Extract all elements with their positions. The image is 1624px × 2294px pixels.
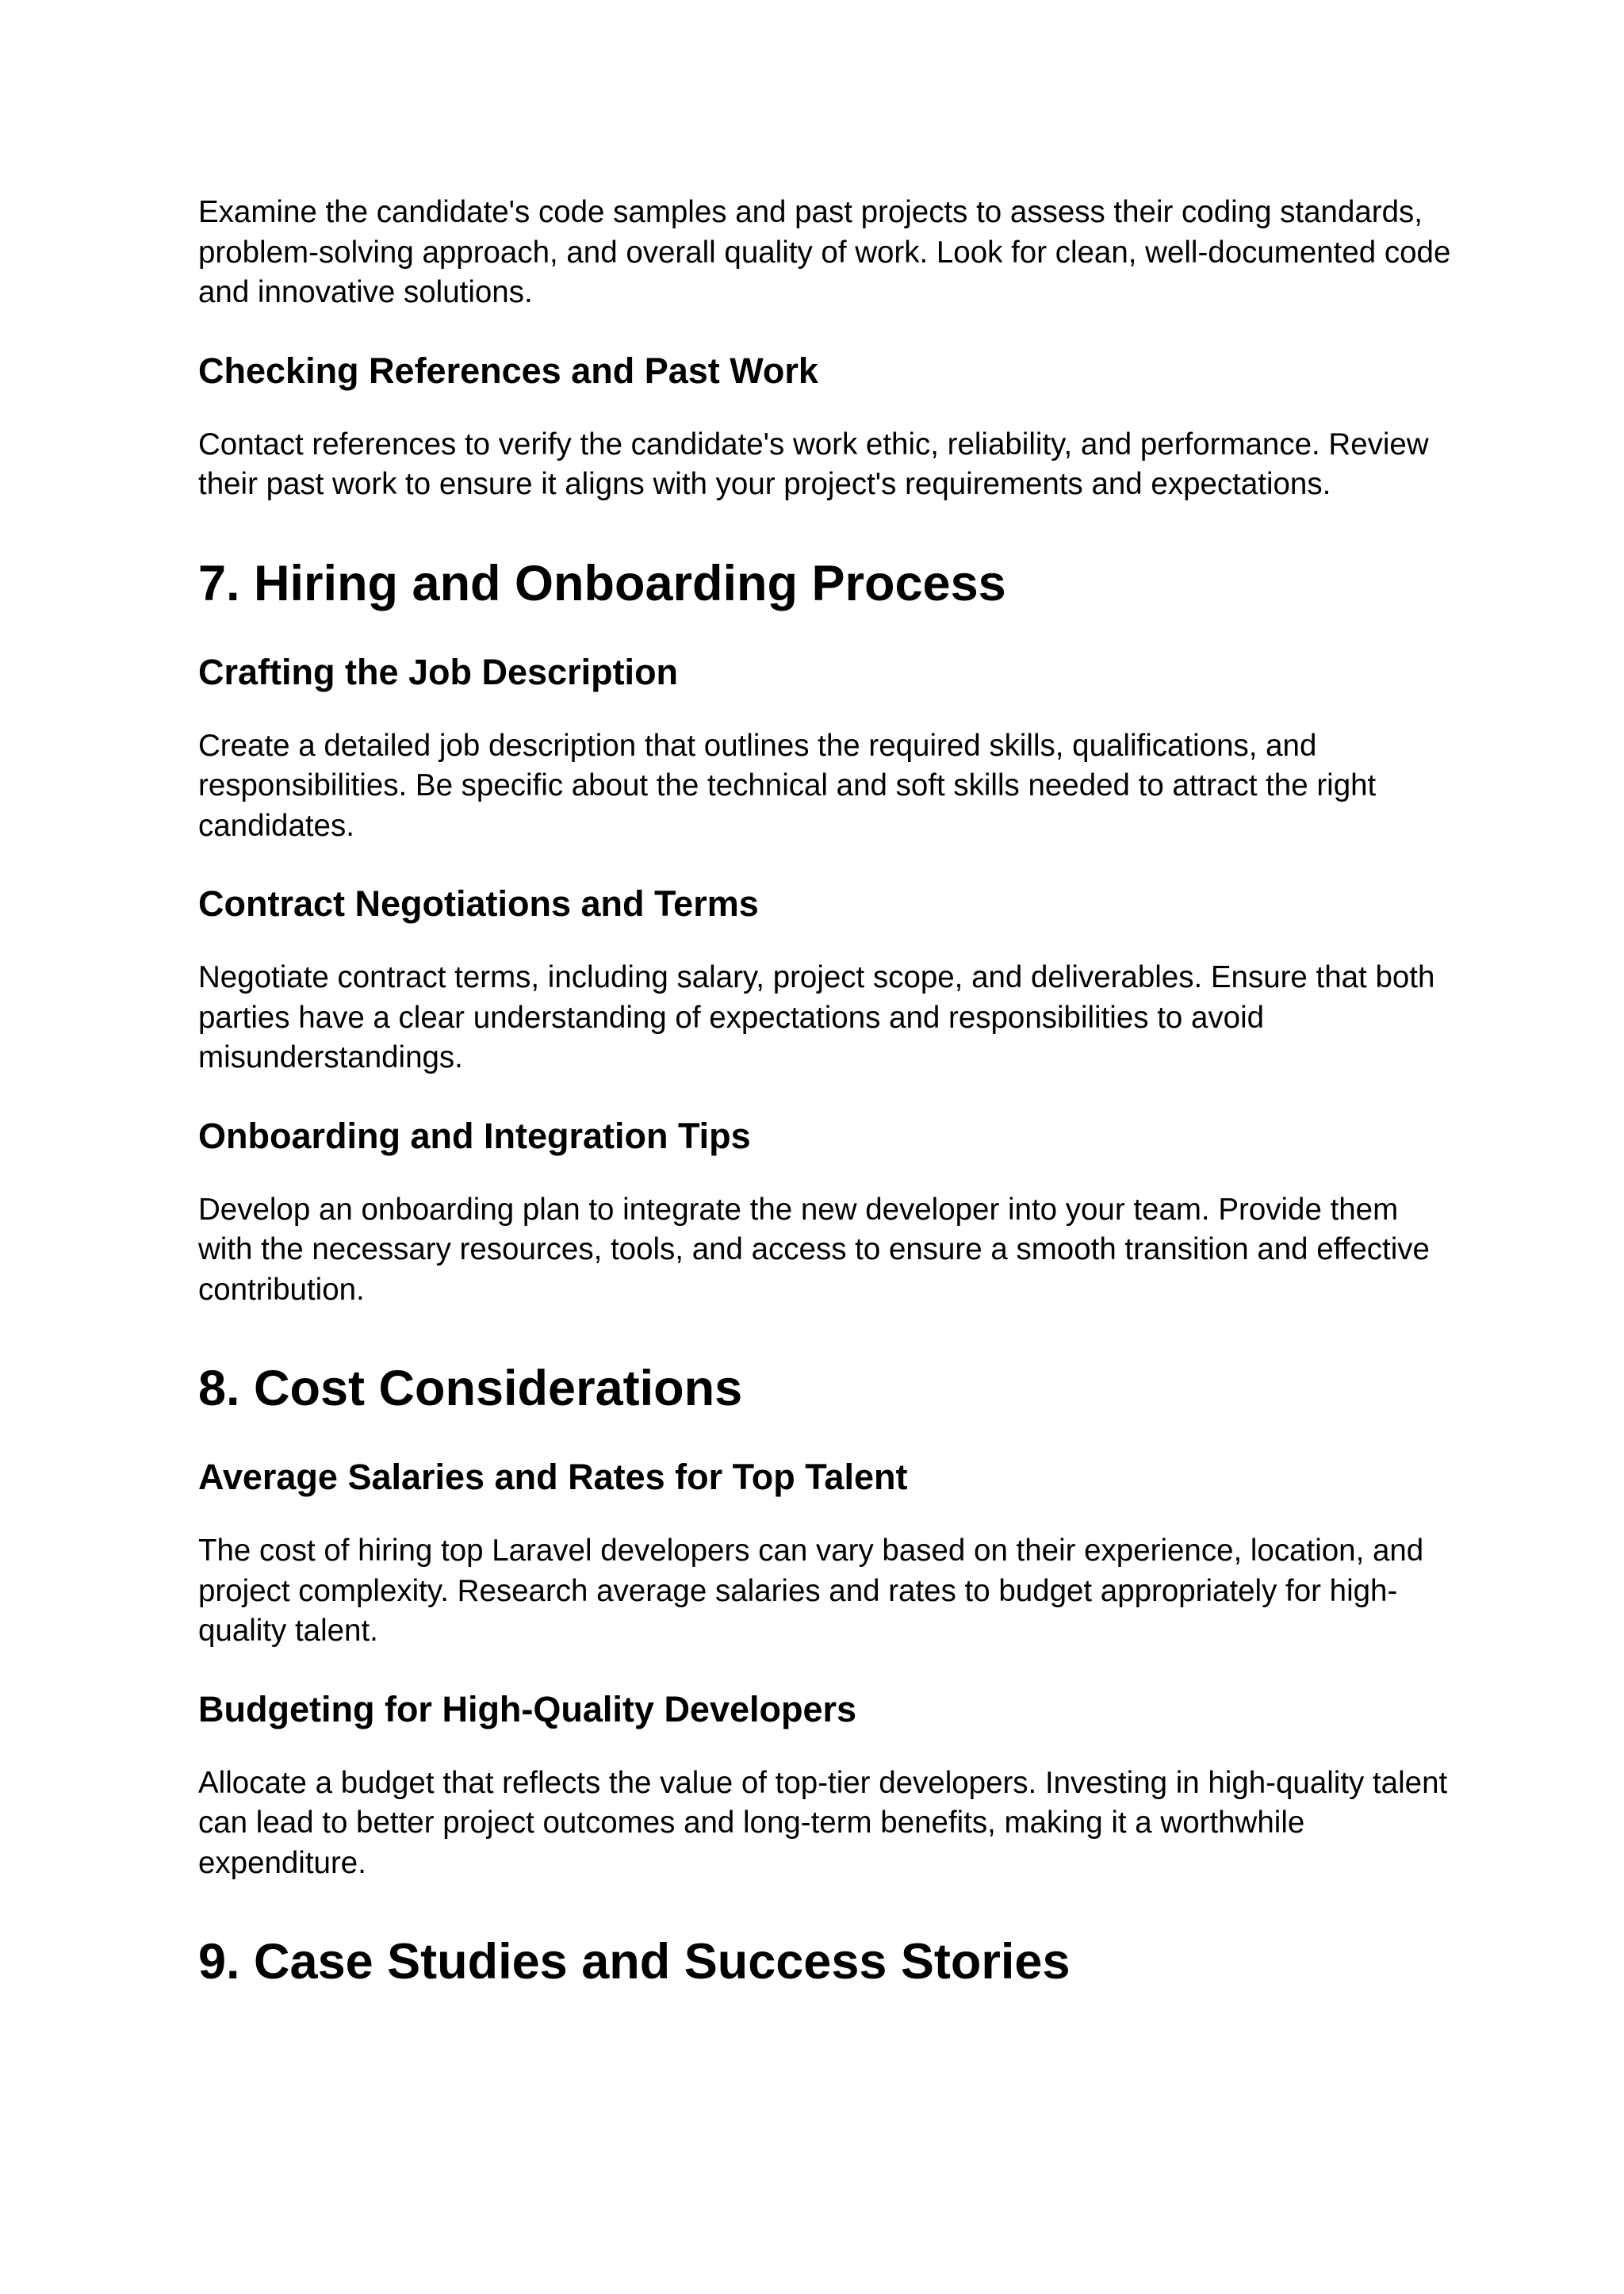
budgeting-paragraph: Allocate a budget that reflects the value of top-tier developers. Investing in high-quality talent can lead to better project outcomes and long-term benefits, making it a worthwhile expenditure. — [198, 1765, 1448, 1880]
contract-paragraph: Negotiate contract terms, including salary, project scope, and deliverables. Ensure that both parties have a clear understanding of expectations and responsibilities to avoid misunderstandings. — [198, 960, 1435, 1074]
salaries-heading: Average Salaries and Rates for Top Talent — [198, 1457, 908, 1497]
job-description-paragraph: Create a detailed job description that outlines the required skills, qualifications, and responsibilities. Be specific about the technical and soft skills needed to attract the right candidates. — [198, 728, 1377, 843]
onboarding-heading: Onboarding and Integration Tips — [198, 1115, 751, 1156]
salaries-paragraph: The cost of hiring top Laravel developers can vary based on their experience, location, and project complexity. Research average salaries and rates to budget appropriately for high-quality talent. — [198, 1534, 1424, 1648]
contract-heading: Contract Negotiations and Terms — [198, 883, 759, 924]
section-8-heading: 8. Cost Considerations — [198, 1361, 743, 1416]
budgeting-heading: Budgeting for High-Quality Developers — [198, 1688, 857, 1729]
job-description-heading: Crafting the Job Description — [198, 651, 679, 692]
onboarding-paragraph: Develop an onboarding plan to integrate the new developer into your team. Provide them with the necessary resources, tools, and access to ensure a smooth transition and effective contribution. — [198, 1192, 1430, 1307]
references-heading: Checking References and Past Work — [198, 350, 818, 391]
references-paragraph: Contact references to verify the candidate's work ethic, reliability, and performance. Review their past work to ensure it aligns with your project's requirements and expectations. — [198, 427, 1429, 501]
section-7-heading: 7. Hiring and Onboarding Process — [198, 555, 1006, 611]
section-9-heading: 9. Case Studies and Success Stories — [198, 1934, 1071, 1990]
document-page — [198, 193, 1451, 1992]
intro-paragraph: Examine the candidate's code samples and past projects to assess their coding standards, problem-solving approach, and overall quality of work. Look for clean, well-documented code and innovative solutions. — [198, 195, 1451, 309]
